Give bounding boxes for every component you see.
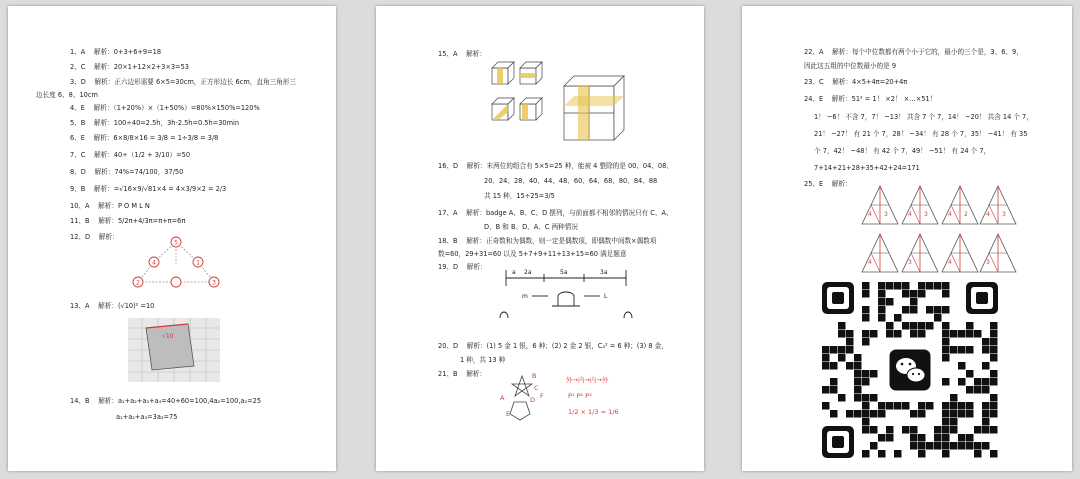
qr-module: [910, 298, 918, 306]
qr-module: [934, 426, 942, 434]
qr-module: [982, 386, 990, 394]
answer-line: 1！ ~6！ 不含 7，7！ ~13！ 共含 7 个 7，14！ ~20！ 共含 14 个 7，: [814, 113, 1033, 121]
qr-module: [910, 426, 918, 434]
qr-module: [974, 442, 982, 450]
qr-module: [950, 426, 958, 434]
qr-module: [846, 362, 854, 370]
answer-line: 22、A 解析：每个中位数都有两个小于它的，最小的三个是，3、6、9，: [804, 48, 1023, 56]
answer-line: 8、D 解析：74%=74/100，37/50: [70, 168, 184, 176]
qr-module: [982, 338, 990, 346]
qr-module: [894, 282, 902, 290]
answer-line: 15、A 解析：: [438, 50, 486, 58]
qr-module: [830, 378, 838, 386]
qr-module: [918, 322, 926, 330]
qr-module: [854, 354, 862, 362]
answer-line: 5、B 解析：100÷40=2.5h，3h-2.5h=0.5h=30min: [70, 119, 240, 127]
qr-module: [982, 442, 990, 450]
fig-label: E: [506, 410, 511, 418]
qr-module: [870, 410, 878, 418]
qr-module: [990, 354, 998, 362]
qr-module: [990, 410, 998, 418]
qr-module: [862, 418, 870, 426]
fig-label: 2a: [524, 269, 532, 276]
qr-module: [894, 330, 902, 338]
qr-module: [974, 426, 982, 434]
page-1: [8, 6, 336, 471]
qr-module: [942, 434, 950, 442]
qr-module: [942, 378, 950, 386]
qr-module: [990, 426, 998, 434]
fig-label: D: [530, 396, 536, 404]
fig-19-schematic: [496, 266, 636, 322]
qr-module: [942, 338, 950, 346]
qr-module: [862, 450, 870, 458]
fig-label: 5a: [560, 269, 568, 276]
qr-module: [958, 330, 966, 338]
qr-module: [854, 386, 862, 394]
qr-module: [862, 338, 870, 346]
qr-module: [990, 338, 998, 346]
qr-module: [958, 346, 966, 354]
qr-module: [966, 402, 974, 410]
qr-module: [878, 434, 886, 442]
qr-module: [838, 354, 846, 362]
qr-module: [854, 410, 862, 418]
qr-module: [950, 418, 958, 426]
qr-module: [974, 386, 982, 394]
answer-line: 7+14+21+28+35+42+24=171: [814, 164, 920, 172]
fig-label: 4: [152, 259, 156, 267]
qr-module: [838, 330, 846, 338]
answer-line: 共 15 种，15÷25=3/5: [484, 192, 555, 200]
qr-module: [846, 410, 854, 418]
qr-module: [854, 394, 862, 402]
qr-module: [942, 442, 950, 450]
qr-module: [894, 314, 902, 322]
qr-module: [926, 306, 934, 314]
fig-label: 1: [196, 259, 200, 267]
qr-module: [942, 410, 950, 418]
qr-code: [822, 282, 998, 458]
answer-line: 3、D 解析：正六边形需要 6×5=30cm，正方形边长 6cm，直角三角形三: [70, 78, 296, 86]
qr-module: [886, 298, 894, 306]
answer-line: 10、A 解析：P O M L N: [70, 202, 150, 210]
qr-module: [982, 426, 990, 434]
qr-module: [862, 378, 870, 386]
qr-module: [918, 410, 926, 418]
qr-module: [966, 322, 974, 330]
answer-line: 个 7，42！ ~48！ 有 42 个 7，49！ ~51！ 有 24 个 7，: [814, 147, 991, 155]
fig-label: 3a: [600, 269, 608, 276]
answer-line: 21！ ~27！ 有 21 个 7，28！ ~34！ 有 28 个 7，35！ ~41！ 有 35: [814, 130, 1028, 138]
qr-module: [918, 282, 926, 290]
qr-module: [822, 386, 830, 394]
qr-module: [862, 282, 870, 290]
qr-module: [950, 410, 958, 418]
page-3: [742, 6, 1072, 471]
qr-module: [942, 290, 950, 298]
fig-label: 3: [986, 259, 990, 266]
qr-module: [918, 290, 926, 298]
qr-module: [918, 442, 926, 450]
qr-module: [950, 346, 958, 354]
qr-module: [942, 322, 950, 330]
answer-line: 1 种，共 13 种: [460, 356, 506, 364]
qr-module: [966, 442, 974, 450]
qr-module: [982, 362, 990, 370]
qr-module: [862, 402, 870, 410]
qr-module: [958, 378, 966, 386]
qr-module: [878, 410, 886, 418]
qr-module: [950, 394, 958, 402]
qr-module: [926, 402, 934, 410]
qr-module: [942, 402, 950, 410]
qr-module: [966, 386, 974, 394]
answer-line: 11、B 解析：5/2π+4/3π=π+π=6π: [70, 217, 186, 225]
answer-line: 16、D 解析：末两位的组合有 5×5=25 种，能被 4 整除的是 00、04、08、: [438, 162, 673, 170]
qr-module: [862, 394, 870, 402]
qr-module: [934, 434, 942, 442]
qr-module: [870, 330, 878, 338]
fig-label: 4: [868, 211, 872, 218]
qr-module: [942, 306, 950, 314]
answer-line: 18、B 解析：正奇数和为偶数，则一定是偶数项，即偶数中间数×偶数项: [438, 237, 657, 245]
fig-label: 1/2 × 1/3 = 1/6: [568, 408, 619, 416]
qr-module: [974, 330, 982, 338]
qr-module: [990, 322, 998, 330]
page-2: [376, 6, 704, 471]
qr-module: [902, 426, 910, 434]
qr-module: [910, 330, 918, 338]
qr-module: [862, 426, 870, 434]
qr-module: [934, 306, 942, 314]
qr-module: [990, 346, 998, 354]
qr-module: [966, 434, 974, 442]
qr-module: [910, 306, 918, 314]
answer-line: 6、E 解析：6×8/8×16 = 3/8 = 1÷3/8 = 3/8: [70, 134, 219, 142]
qr-module: [838, 322, 846, 330]
qr-module: [966, 410, 974, 418]
qr-module: [886, 282, 894, 290]
qr-module: [822, 362, 830, 370]
qr-module: [974, 378, 982, 386]
qr-module: [958, 402, 966, 410]
qr-module: [902, 306, 910, 314]
fig-15-cubes: [488, 58, 630, 144]
qr-module: [910, 322, 918, 330]
qr-module: [830, 410, 838, 418]
qr-module: [886, 322, 894, 330]
fig-12-number-triangle: [126, 234, 226, 292]
answer-line: 20、24、28、40、44、48、60、64、68、80、84、88: [484, 177, 658, 185]
qr-module: [830, 362, 838, 370]
qr-module: [830, 346, 838, 354]
qr-module: [974, 450, 982, 458]
qr-module: [958, 434, 966, 442]
fig-label: 4: [948, 259, 952, 266]
answer-line: 7、C 解析：40÷（1/2 + 3/10）=50: [70, 151, 191, 159]
qr-module: [918, 434, 926, 442]
qr-module: [854, 378, 862, 386]
qr-module: [822, 346, 830, 354]
fig-21-star-diagram: [496, 372, 646, 424]
qr-module: [878, 290, 886, 298]
qr-module: [838, 346, 846, 354]
fig-label: F: [540, 392, 544, 400]
fig-label: 4: [986, 211, 990, 218]
fig-13-brick-square: [128, 318, 220, 382]
svg-text:√10: √10: [162, 333, 174, 340]
qr-module: [942, 354, 950, 362]
qr-module: [942, 330, 950, 338]
qr-module: [990, 330, 998, 338]
qr-module: [870, 394, 878, 402]
qr-module: [862, 314, 870, 322]
answer-line: 1、A 解析：0+3+6+9=18: [70, 48, 162, 56]
fig-label: P¹ P² P³: [568, 392, 592, 400]
fig-label: L: [604, 293, 608, 300]
qr-module: [926, 442, 934, 450]
answer-line: 9、B 解析：=√16×9/√81×4 = 4×3/9×2 = 2/3: [70, 185, 227, 193]
qr-module: [990, 394, 998, 402]
fig-label: 2: [136, 279, 140, 287]
fig-label: 3: [212, 279, 216, 287]
fig-label: A: [500, 394, 505, 402]
qr-module: [934, 314, 942, 322]
qr-module: [870, 370, 878, 378]
qr-module: [878, 298, 886, 306]
qr-module: [878, 306, 886, 314]
qr-module: [886, 434, 894, 442]
qr-module: [854, 362, 862, 370]
wechat-icon: [888, 348, 932, 392]
qr-module: [950, 442, 958, 450]
qr-module: [878, 314, 886, 322]
qr-module: [934, 442, 942, 450]
qr-module: [902, 282, 910, 290]
qr-module: [982, 402, 990, 410]
fig-label: C: [534, 384, 539, 392]
qr-module: [926, 322, 934, 330]
qr-module: [870, 426, 878, 434]
qr-module: [958, 362, 966, 370]
qr-module: [982, 378, 990, 386]
qr-module: [830, 386, 838, 394]
fig-label: m: [522, 293, 528, 300]
answer-line: 4、E 解析：（1+20%）×（1+50%）=80%×150%=120%: [70, 104, 260, 112]
qr-module: [966, 370, 974, 378]
qr-module: [910, 290, 918, 298]
qr-module: [846, 338, 854, 346]
fig-label: 4: [868, 259, 872, 266]
qr-module: [878, 282, 886, 290]
qr-module: [902, 290, 910, 298]
answer-line: 19、D 解析：: [438, 263, 487, 271]
fig-label: 4: [948, 211, 952, 218]
fig-label: 4: [908, 211, 912, 218]
qr-module: [886, 426, 894, 434]
answer-line: 23、C 解析：4×5+4π=20+4π: [804, 78, 908, 86]
answer-line: 25、E 解析：: [804, 180, 852, 188]
qr-module: [918, 402, 926, 410]
qr-module: [862, 410, 870, 418]
qr-module: [990, 402, 998, 410]
fig-label: 2: [964, 211, 968, 218]
qr-module: [886, 330, 894, 338]
qr-module: [942, 418, 950, 426]
qr-module: [942, 282, 950, 290]
qr-module: [990, 378, 998, 386]
qr-module: [902, 322, 910, 330]
answer-line: 24、E 解析：51² = 1！ ×2！ ×…×51！: [804, 95, 937, 103]
fig-label: 外→内→内→外: [566, 376, 609, 384]
answer-line: 14、B 解析：a₁+a₂+a₃+a₄=40+60=100,4a₂=100,a₂=25: [70, 397, 262, 405]
answer-line: 边长度 6、8、10cm: [36, 91, 98, 99]
fig-label: 3: [924, 211, 928, 218]
qr-module: [942, 426, 950, 434]
qr-module: [966, 330, 974, 338]
qr-module: [862, 306, 870, 314]
qr-module: [918, 450, 926, 458]
qr-module: [854, 370, 862, 378]
qr-module: [822, 402, 830, 410]
qr-module: [894, 402, 902, 410]
fig-label: 3: [1002, 211, 1006, 218]
qr-module: [902, 402, 910, 410]
answer-line: 17、A 解析：badge A、B、C、D 摆列，与前面都不相邻的情况只有 C、A、: [438, 209, 673, 217]
answer-line: 20、D 解析：(1) 5 金 1 银，6 种；(2) 2 金 2 银，C₄² = 6 种；(3) 8 金，: [438, 342, 668, 350]
answer-line: 21、B 解析：: [438, 370, 486, 378]
qr-module: [950, 330, 958, 338]
qr-module: [870, 442, 878, 450]
qr-module: [990, 370, 998, 378]
qr-module: [846, 346, 854, 354]
qr-module: [910, 410, 918, 418]
qr-module: [878, 450, 886, 458]
qr-module: [862, 370, 870, 378]
qr-module: [958, 410, 966, 418]
qr-module: [926, 282, 934, 290]
qr-module: [934, 282, 942, 290]
qr-module: [910, 434, 918, 442]
fig-label: B: [532, 372, 537, 380]
qr-module: [950, 402, 958, 410]
fig-25-triangles: [860, 182, 1020, 278]
qr-module: [918, 330, 926, 338]
qr-module: [886, 402, 894, 410]
qr-module: [982, 346, 990, 354]
qr-module: [822, 354, 830, 362]
qr-module: [862, 290, 870, 298]
qr-module: [838, 394, 846, 402]
qr-module: [958, 442, 966, 450]
qr-module: [990, 450, 998, 458]
fig-label: a: [512, 269, 516, 276]
qr-module: [846, 330, 854, 338]
qr-module: [910, 442, 918, 450]
qr-module: [878, 402, 886, 410]
answer-line: 因此这五组的中位数最小的是 9: [804, 62, 897, 70]
fig-label: 5: [174, 239, 178, 247]
answer-line: a₁+a₂+a₃=3a₂=75: [116, 413, 178, 421]
answer-line: 13、A 解析：(√10)² =10: [70, 302, 155, 310]
fig-label: 3: [884, 211, 888, 218]
qr-module: [982, 418, 990, 426]
answer-line: 数=60，29+31=60 以及 5+7+9+11+13+15=60 满足题意: [438, 250, 627, 258]
fig-label: 3: [908, 259, 912, 266]
qr-module: [966, 346, 974, 354]
answer-line: 2、C 解析：20×1+12×2+3×3=53: [70, 63, 189, 71]
qr-module: [942, 346, 950, 354]
answer-line: 12、D 解析：: [70, 233, 119, 241]
qr-module: [894, 450, 902, 458]
qr-module: [862, 330, 870, 338]
answer-line: D、B 和 B、D、A、C 两种情况: [484, 223, 578, 231]
qr-module: [942, 450, 950, 458]
qr-module: [982, 410, 990, 418]
